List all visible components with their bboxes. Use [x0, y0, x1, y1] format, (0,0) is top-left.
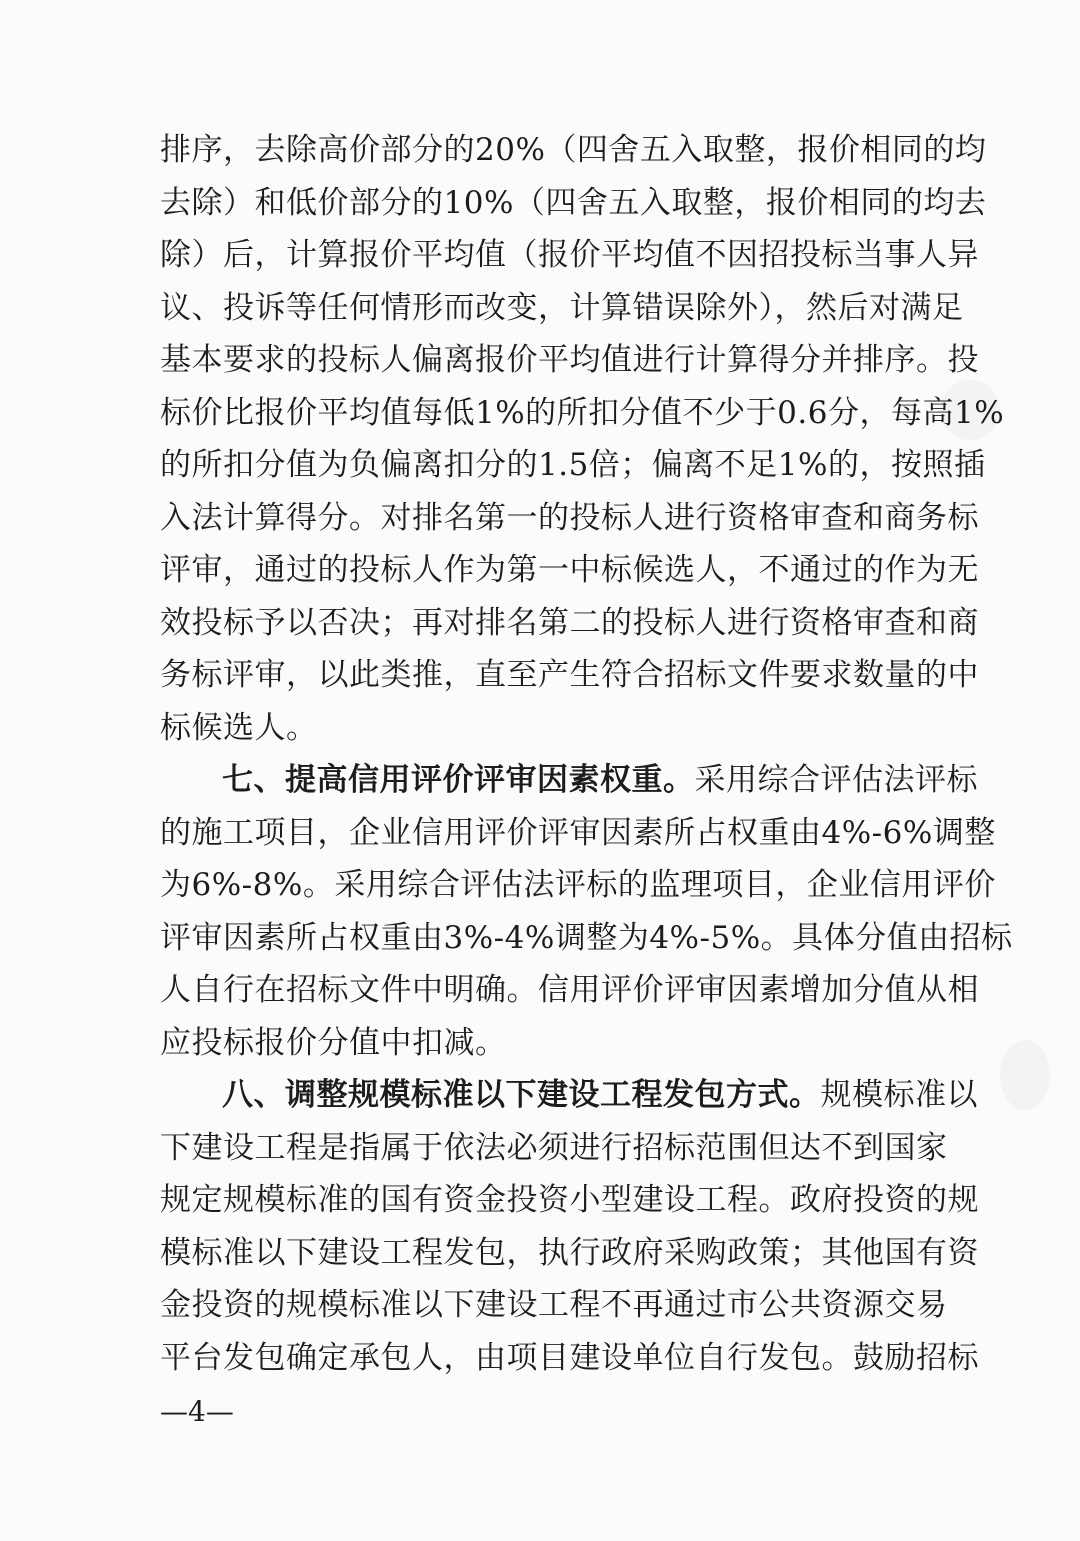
paragraph-continuation [160, 124, 1005, 754]
section-eight [160, 1069, 979, 1384]
scan-artifact [1000, 1040, 1050, 1110]
text-line: 评审，通过的投标人作为第一中标候选人，不通过的作为无 [160, 552, 979, 588]
text-line: 模标准以下建设工程发包，执行政府采购政策；其他国有资 [160, 1234, 979, 1271]
section-text: 规模标准以 [820, 1077, 978, 1113]
text-line: 为6%-8%。采用综合评估法评标的监理项目，企业信用评价 [160, 867, 996, 903]
text-line: 标候选人。 [160, 709, 318, 746]
section-first-line [160, 754, 978, 807]
text-line: 下建设工程是指属于依法必须进行招标范围但达不到国家 [160, 1129, 948, 1166]
page-number: —4— [160, 1395, 234, 1428]
text-line: 效投标予以否决；再对排名第二的投标人进行资格审查和商 [160, 604, 979, 641]
section-heading: 七、提高信用评价评审因素权重。 [222, 762, 695, 798]
document-body [160, 124, 1013, 1384]
text-line: 标价比报价平均值每低1%的所扣分值不少于0.6分，每高1% [160, 394, 1005, 431]
text-line: 基本要求的投标人偏离报价平均值进行计算得分并排序。投 [160, 342, 979, 378]
section-seven [160, 754, 1013, 1069]
text-line: 规定规模标准的国有资金投资小型建设工程。政府投资的规 [160, 1182, 979, 1218]
text-line: 除）后，计算报价平均值（报价平均值不因招投标当事人异 [160, 237, 979, 273]
text-line: 应投标报价分值中扣减。 [160, 1024, 507, 1061]
text-line: 的施工项目，企业信用评价评审因素所占权重由4%-6%调整 [160, 814, 996, 851]
text-line: 议、投诉等任何情形而改变，计算错误除外），然后对满足 [160, 289, 964, 326]
section-first-line [160, 1069, 978, 1122]
text-line: 去除）和低价部分的10%（四舍五入取整，报价相同的均去 [160, 184, 987, 221]
text-line: 入法计算得分。对排名第一的投标人进行资格审查和商务标 [160, 499, 979, 536]
text-line: 的所扣分值为负偏离扣分的1.5倍；偏离不足1%的，按照插 [160, 447, 986, 483]
text-line: 评审因素所占权重由3%-4%调整为4%-5%。具体分值由招标 [160, 919, 1013, 956]
text-line: 人自行在招标文件中明确。信用评价评审因素增加分值从相 [160, 972, 979, 1008]
text-line: 务标评审，以此类推，直至产生符合招标文件要求数量的中 [160, 657, 979, 693]
text-line: 平台发包确定承包人，由项目建设单位自行发包。鼓励招标 [160, 1339, 979, 1376]
text-line: 金投资的规模标准以下建设工程不再通过市公共资源交易 [160, 1287, 948, 1323]
section-text: 采用综合评估法评标 [694, 762, 978, 798]
section-heading: 八、调整规模标准以下建设工程发包方式。 [222, 1077, 821, 1113]
text-line: 排序，去除高价部分的20%（四舍五入取整，报价相同的均 [160, 132, 987, 168]
